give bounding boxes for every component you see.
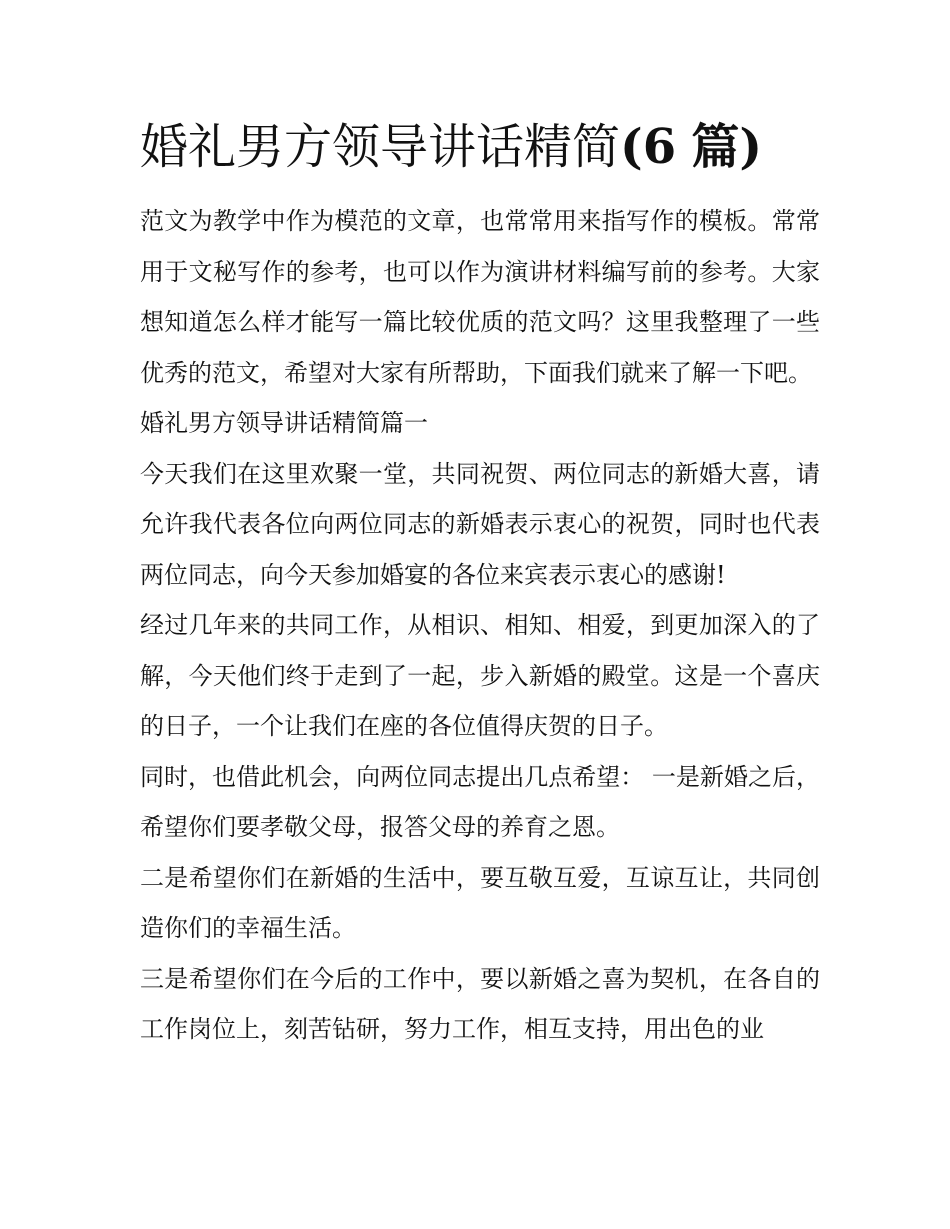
document-body [140,112,820,1055]
body-paragraph: 经过几年来的共同工作，从相识、相知、相爱，到更加深入的了解，今天他们终于走到了一起，步入新婚的殿堂。这是一个喜庆的日子，一个让我们在座的各位值得庆贺的日子。 [140,611,820,740]
title-main: 婚礼男方领导讲话精简 [140,119,621,175]
body-paragraph: 同时，也借此机会，向两位同志提出几点希望： 一是新婚之后，希望你们要孝敬父母，报答父母的养育之恩。 [140,762,820,841]
title-number: (6 [620,119,677,175]
body-paragraph: 三是希望你们在今后的工作中，要以新婚之喜为契机，在各自的工作岗位上，刻苦钻研，努力工作，相互支持，用出色的业 [140,964,820,1043]
section-heading: 婚礼男方领导讲话精简篇一 [140,409,428,437]
body-paragraph: 今天我们在这里欢聚一堂，共同祝贺、两位同志的新婚大喜，请允许我代表各位向两位同志的新婚表示衷心的祝贺，同时也代表两位同志，向今天参加婚宴的各位来宾表示衷心的感谢! [140,459,820,589]
body-paragraph: 二是希望你们在新婚的生活中，要互敬互爱，互谅互让，共同创造你们的幸福生活。 [140,863,820,942]
title-tail: 篇) [691,119,763,175]
intro-paragraph: 范文为教学中作为模范的文章，也常常用来指写作的模板。常常用于文秘写作的参考，也可以作为演讲材料编写前的参考。大家想知道怎么样才能写一篇比较优质的范文吗？这里我整理了一些优秀的范文，希望对大家有所帮助，下面我们就来了解一下吧。 [140,207,820,387]
document-title [140,112,820,188]
